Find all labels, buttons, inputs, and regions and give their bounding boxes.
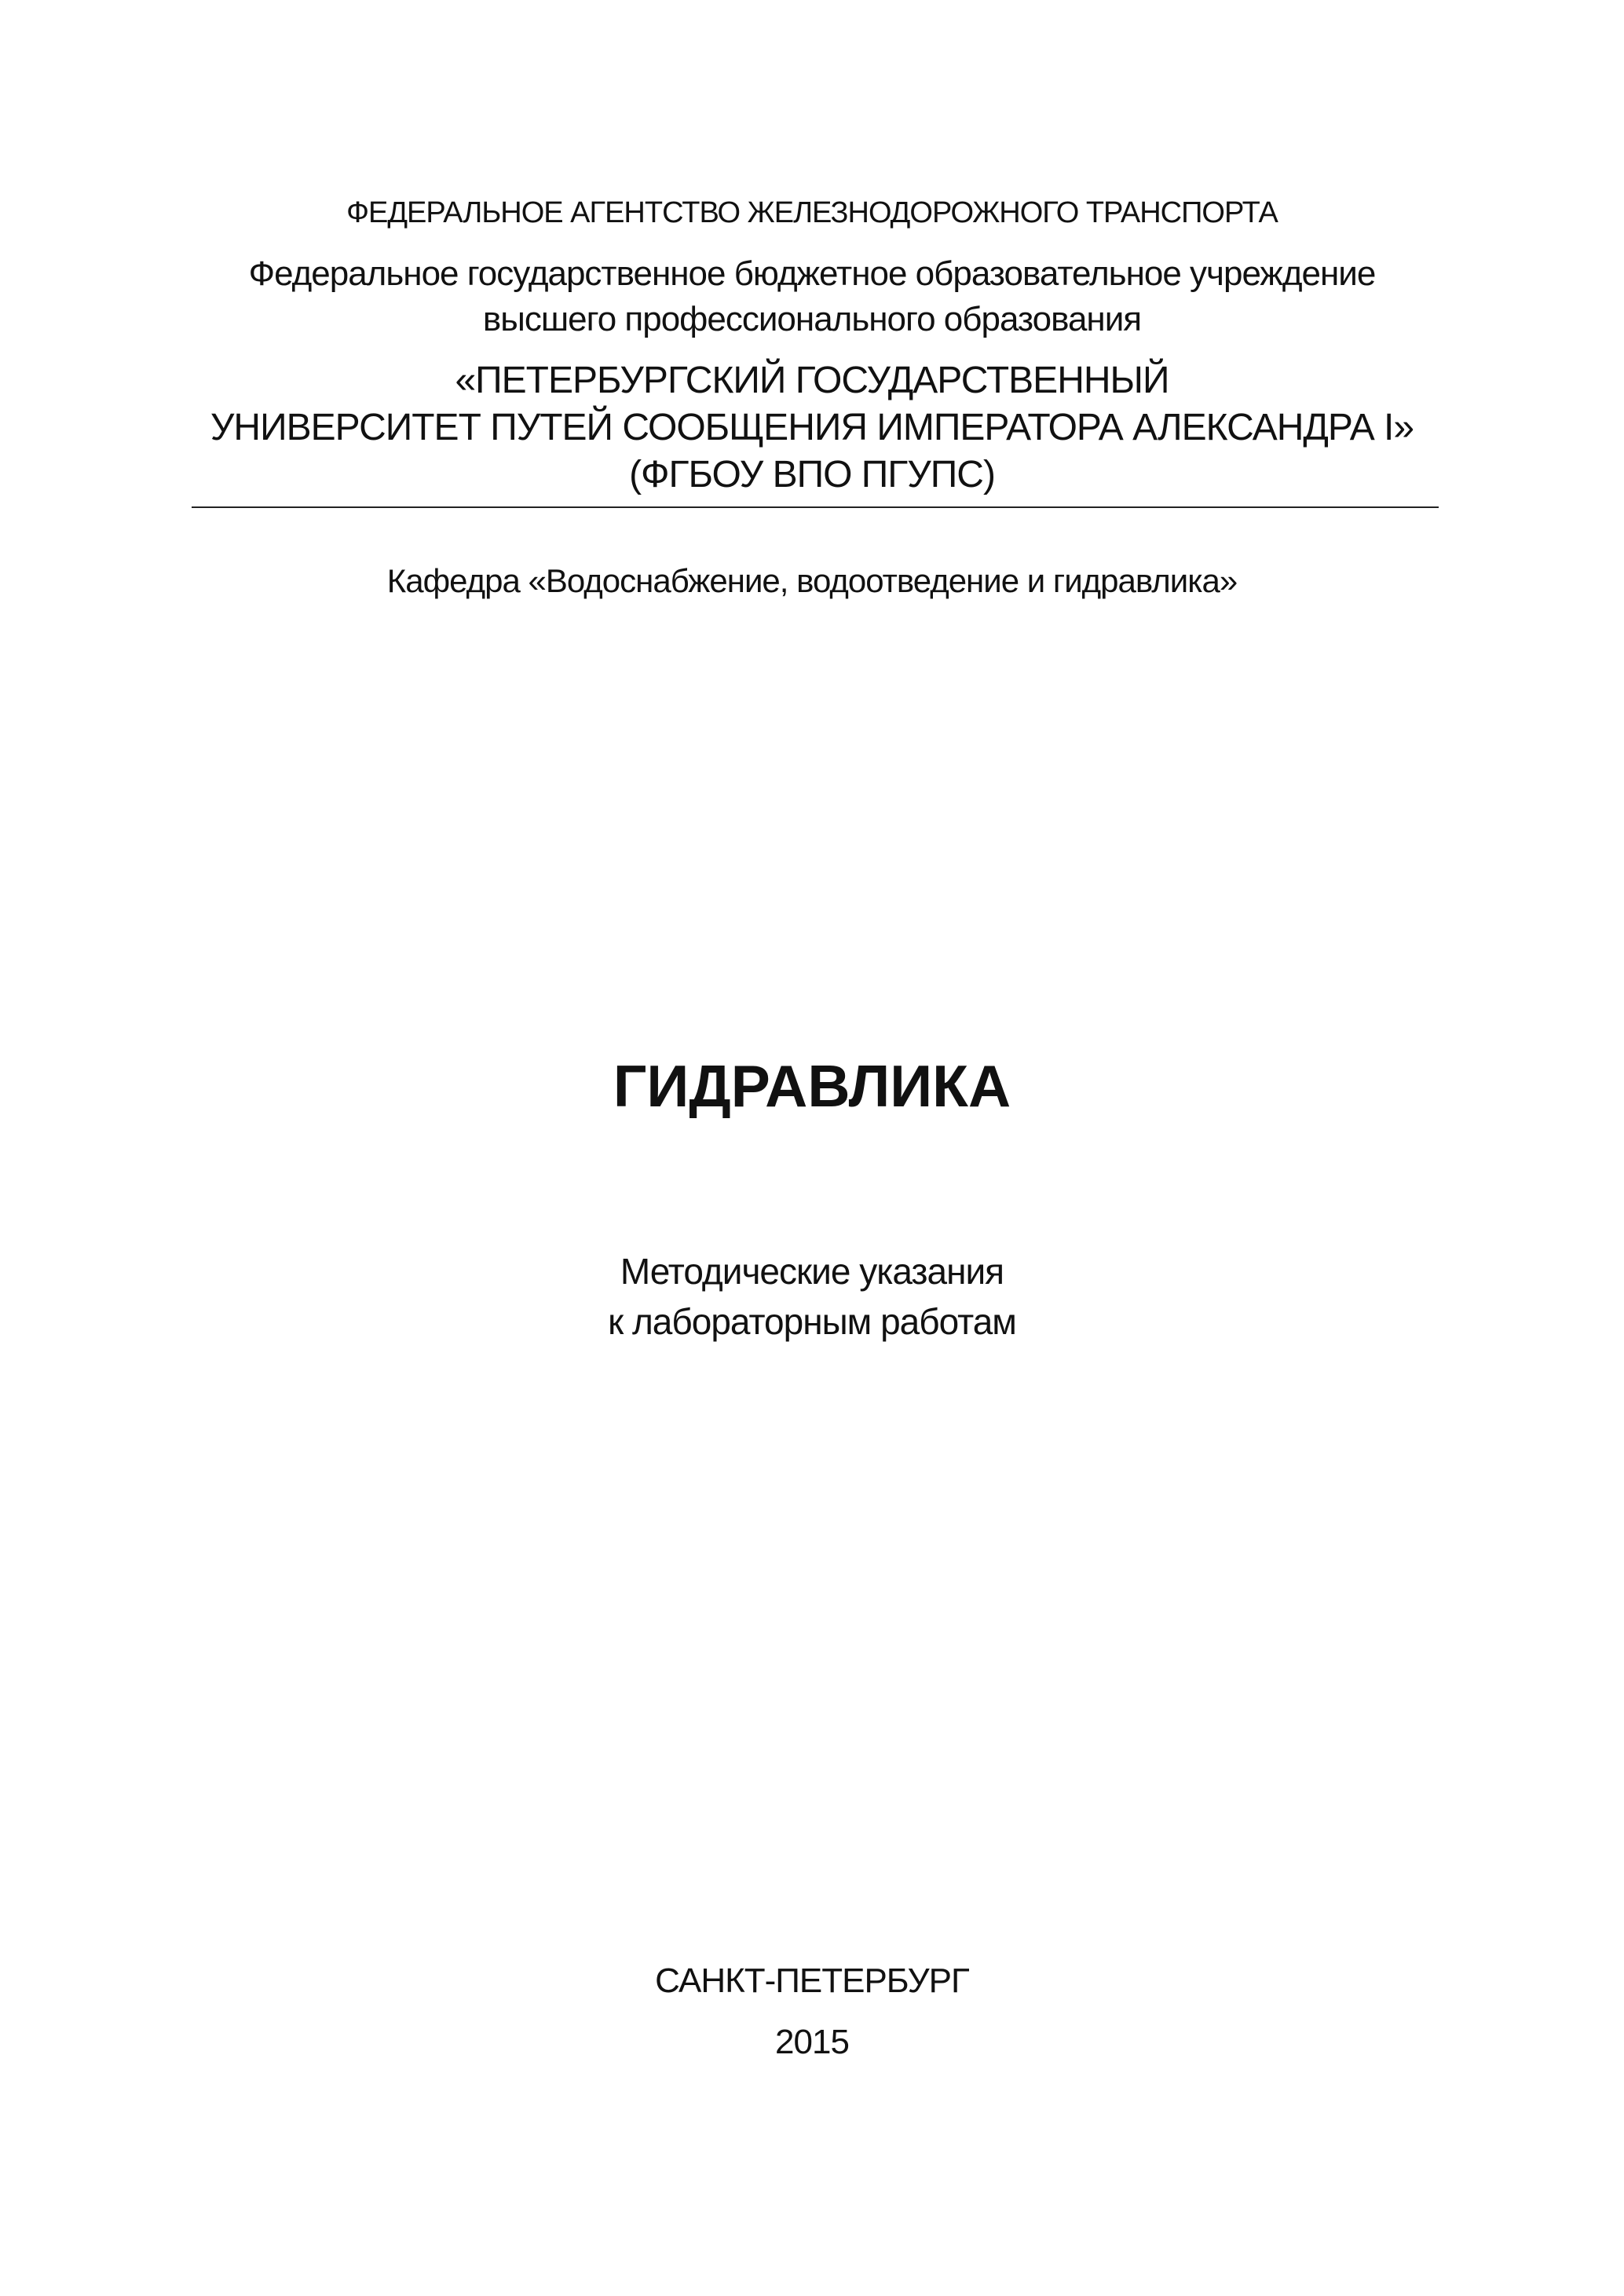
subtitle-line-2: к лабораторным работам <box>608 1301 1016 1342</box>
subtitle-line-1: Методические указания <box>620 1251 1004 1292</box>
university-name-line-1: «ПЕТЕРБУРГСКИЙ ГОСУДАРСТВЕННЫЙ <box>455 360 1169 401</box>
institution-type-line-2: высшего профессионального образования <box>482 300 1142 338</box>
document-title: ГИДРАВЛИКА <box>613 1053 1011 1119</box>
publication-city: САНКТ-ПЕТЕРБУРГ <box>655 1961 969 2000</box>
university-abbreviation: (ФГБОУ ВПО ПГУПС) <box>629 454 995 495</box>
university-name-line-2: УНИВЕРСИТЕТ ПУТЕЙ СООБЩЕНИЯ ИМПЕРАТОРА АЛЕКСАНДРА I» <box>210 407 1414 448</box>
header-divider <box>192 506 1439 508</box>
publication-year: 2015 <box>775 2023 849 2061</box>
institution-type-line-1: Федеральное государственное бюджетное образовательное учреждение <box>248 254 1376 293</box>
department-name: Кафедра «Водоснабжение, водоотведение и гидравлика» <box>386 562 1238 599</box>
agency-name: ФЕДЕРАЛЬНОЕ АГЕНТСТВО ЖЕЛЕЗНОДОРОЖНОГО ТРАНСПОРТА <box>346 196 1278 229</box>
